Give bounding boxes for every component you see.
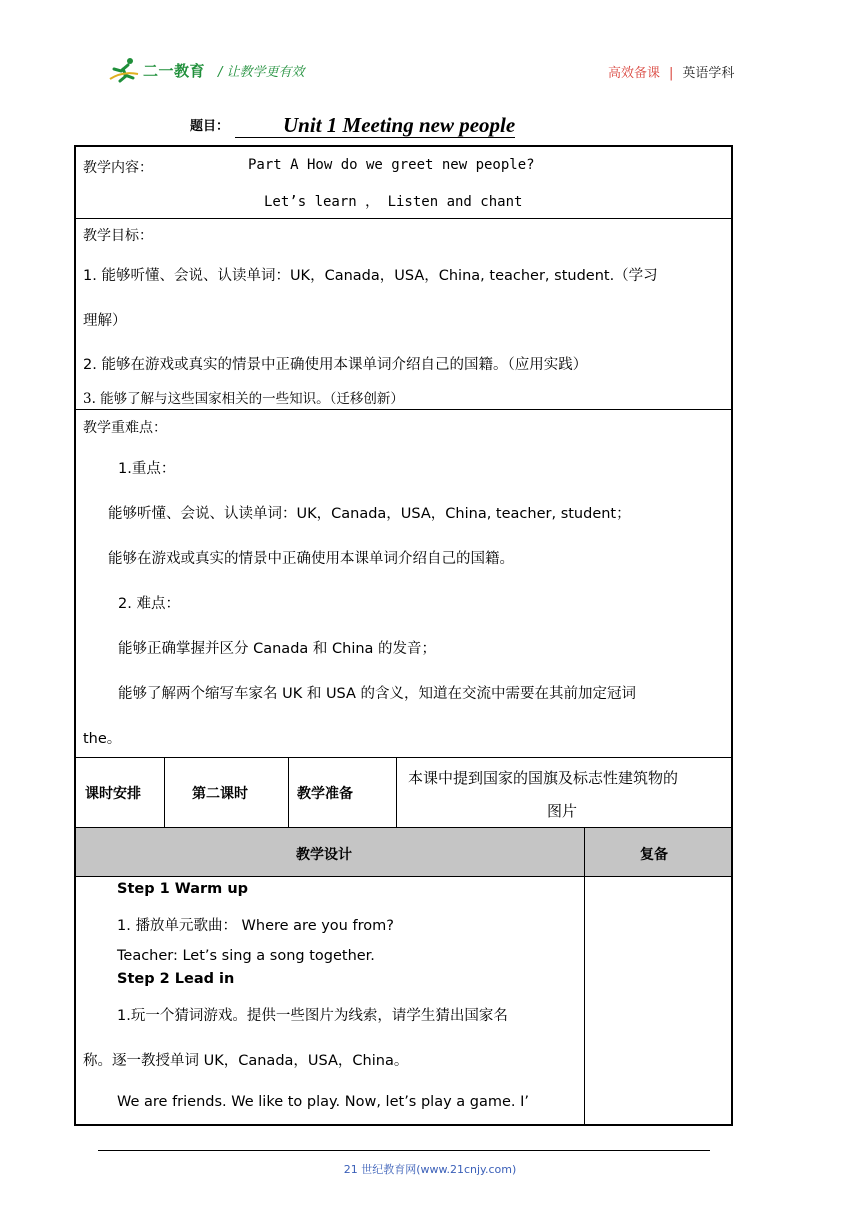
- col-divider: [584, 827, 585, 1126]
- brand-label: 高效备课: [608, 66, 661, 81]
- logo: [108, 55, 205, 85]
- row-divider: [76, 876, 731, 877]
- step2-item-a: 1.玩一个猜词游戏。提供一些图片为线索，请学生猜出国家名: [117, 1008, 508, 1024]
- step1-title: Step 1 Warm up: [117, 881, 249, 897]
- step2-title: Step 2 Lead in: [117, 971, 235, 987]
- row-divider: [76, 757, 731, 758]
- review-header: 复备: [640, 847, 668, 863]
- prep-label: 教学准备: [297, 786, 353, 802]
- row-divider: [76, 409, 731, 410]
- footer-divider: [98, 1150, 710, 1151]
- design-header-row: [76, 827, 731, 876]
- footer-text: 21 世纪教育网(www.21cnjy.com): [343, 1163, 517, 1176]
- key-point-3: 能够正确掌握并区分 Canada 和 China 的发音；: [118, 641, 437, 657]
- title-label: 题目：: [190, 119, 230, 134]
- page-title: [190, 110, 515, 138]
- content-line-2: Let’s learn ， Listen and chant: [264, 194, 523, 210]
- slogan: / 让教学更有效: [218, 65, 305, 80]
- key-point-2: 能够在游戏或真实的情景中正确使用本课单词介绍自己的国籍。: [108, 551, 514, 567]
- goal-item-1a: 1. 能够听懂、会说、认读单词：UK，Canada，USA，China, teacher, student.（学习: [83, 268, 658, 284]
- title-unit: Unit 1 Meeting new people: [235, 113, 515, 138]
- col-divider: [164, 757, 165, 827]
- lesson-plan-table: [74, 145, 733, 1126]
- schedule-value: 第二课时: [192, 786, 248, 802]
- step2-dialog: We are friends. We like to play. Now, let’s play a game. I’: [117, 1094, 530, 1110]
- goals-label: 教学目标：: [83, 228, 153, 244]
- goal-item-2: 2. 能够在游戏或真实的情景中正确使用本课单词介绍自己的国籍。（应用实践）: [83, 357, 588, 373]
- logo-text: 二一教育: [143, 61, 206, 80]
- step1-teacher: Teacher: Let’s sing a song together.: [117, 948, 375, 964]
- col-divider: [396, 757, 397, 827]
- subject-label: 英语学科: [682, 66, 735, 81]
- design-header: 教学设计: [296, 847, 352, 863]
- goal-item-1b: 理解）: [83, 313, 127, 329]
- row-divider: [76, 827, 731, 828]
- content-label: 教学内容：: [83, 160, 153, 176]
- row-divider: [76, 218, 731, 219]
- prep-value-2: 图片: [547, 802, 578, 820]
- key-point-4a: 能够了解两个缩写车家名 UK 和 USA 的含义，知道在交流中需要在其前加定冠词: [118, 686, 637, 702]
- key-heading-1: 1.重点：: [118, 461, 176, 477]
- header-separator: |: [669, 66, 674, 81]
- key-point-1: 能够听懂、会说、认读单词：UK，Canada，USA，China, teacher, student；: [108, 506, 631, 522]
- header-right: [608, 62, 734, 81]
- key-points-label: 教学重难点：: [83, 420, 167, 436]
- col-divider: [288, 757, 289, 827]
- goal-item-3: 3. 能够了解与这些国家相关的一些知识。（迁移创新）: [83, 391, 404, 407]
- prep-value-1: 本课中提到国家的国旗及标志性建筑物的: [408, 769, 679, 787]
- schedule-label: 课时安排: [85, 786, 141, 802]
- step1-item: 1. 播放单元歌曲： Where are you from?: [117, 918, 394, 934]
- step2-item-b: 称。逐一教授单词 UK，Canada，USA，China。: [83, 1053, 409, 1069]
- key-point-4b: the。: [83, 731, 122, 747]
- content-line-1: Part A How do we greet new people?: [248, 157, 535, 173]
- runner-logo-icon: [108, 57, 140, 83]
- key-heading-2: 2. 难点：: [118, 596, 180, 612]
